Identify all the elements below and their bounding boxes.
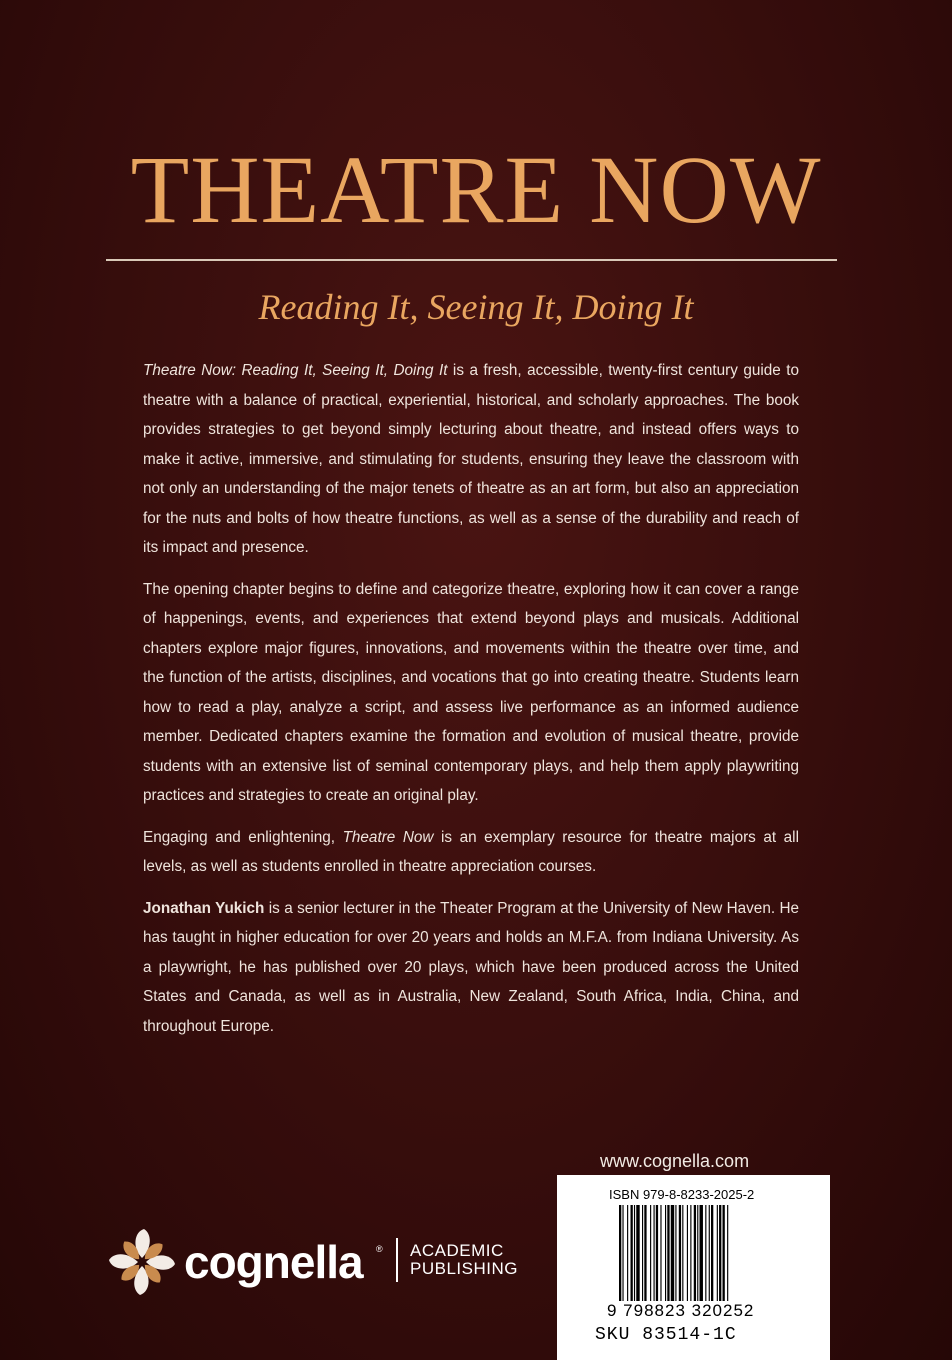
barcode-label (557, 1175, 830, 1360)
barcode-bar (654, 1205, 655, 1301)
barcode-bar (636, 1205, 639, 1301)
barcode-bar (700, 1205, 703, 1301)
barcode-bar (656, 1205, 658, 1301)
barcode-bar (650, 1205, 651, 1301)
barcode-bar (622, 1205, 623, 1301)
barcode-bar (705, 1205, 706, 1301)
sku-text: SKU 83514-1C (595, 1325, 737, 1345)
barcode-bar (709, 1205, 710, 1301)
logo-wordmark: cognella (184, 1236, 363, 1288)
paragraph-text: is a fresh, accessible, twenty-first century guide to theatre with a balance of practical, experiential, historical, and scholarly approaches. The book provides strategies to get beyond simply lecturing about theatre, and instead offers ways to make it active, immersive, and stimulating for students, ensuring they leave the classroom with not only an understanding of the major tenets of theatre as an art form, but also an appreciation for the nuts and bolts of how theatre functions, as well as a sense of the durability and reach of its impact and presence. (143, 362, 799, 556)
barcode-bar (690, 1205, 691, 1301)
barcode-bars (619, 1205, 769, 1301)
barcode-bar (694, 1205, 696, 1301)
author-bio-paragraph (143, 894, 799, 1042)
paragraph-text: Engaging and enlightening, (143, 828, 343, 846)
barcode-bar (642, 1205, 643, 1301)
barcode-bar (687, 1205, 688, 1301)
isbn-text: ISBN 979-8-8233-2025-2 (609, 1187, 755, 1202)
barcode-bar (667, 1205, 669, 1301)
barcode-bar (717, 1205, 718, 1301)
barcode-bar (719, 1205, 721, 1301)
author-name: Jonathan Yukich (143, 899, 265, 917)
barcode-digits: 9 798823 320252 (607, 1301, 755, 1320)
barcode-bar (723, 1205, 725, 1301)
description-paragraph-3 (143, 823, 799, 882)
barcode-bar (671, 1205, 674, 1301)
barcode-bar (644, 1205, 646, 1301)
cognella-flower-icon (106, 1226, 178, 1298)
barcode-bar (675, 1205, 676, 1301)
book-subtitle: Reading It, Seeing It, Doing It (258, 287, 694, 327)
logo-tagline (410, 1242, 518, 1278)
description-paragraph-1 (143, 356, 799, 563)
author-bio: is a senior lecturer in the Theater Program at the University of New Haven. He has taught in higher education for over 20 years and holds an M.F.A. from Indiana University. As a playwright, he has published over 20 plays, which have been produced across the United States and Canada, as well as in Australia, New Zealand, South Africa, India, China, and throughout Europe. (143, 899, 799, 1035)
barcode-bar (627, 1205, 628, 1301)
paragraph-text: is an exemplary resource for theatre majors at all levels, as well as students enrolled in theatre appreciation courses. (143, 828, 799, 875)
barcode-bar (631, 1205, 633, 1301)
logo-tagline-line-2: PUBLISHING (410, 1259, 518, 1278)
book-title-italic: Theatre Now (342, 828, 434, 846)
book-title-italic: Theatre Now: Reading It, Seeing It, Doing It (143, 362, 448, 379)
barcode-bar (679, 1205, 681, 1301)
title-divider (106, 259, 837, 261)
barcode-bar (619, 1205, 621, 1301)
barcode-bar (727, 1205, 728, 1301)
book-title: THEATRE NOW (130, 136, 822, 243)
description-paragraph-2: The opening chapter begins to define and categorize theatre, exploring how it can cover a range of happenings, events, and experiences that extend beyond plays and musicals. Additional chapters explore major figures, innovations, and movements within the theatre over time, and the function of the artists, disciplines, and vocations that go into creating theatre. Students learn how to read a play, analyze a script, and assess live performance as an informed audience member. Dedicated chapters examine the formation and evolution of musical theatre, provide students with an extensive list of seminal contemporary plays, and help them apply playwriting practices and strategies to create an original play. (143, 580, 799, 804)
barcode-bar (711, 1205, 713, 1301)
back-cover-description (143, 356, 799, 1053)
publisher-url: www.cognella.com (600, 1151, 750, 1171)
registered-mark: ® (376, 1244, 383, 1254)
barcode-bar (634, 1205, 635, 1301)
logo-divider (396, 1238, 398, 1282)
publisher-logo (106, 1226, 526, 1298)
barcode-bar (682, 1205, 683, 1301)
logo-tagline-line-1: ACADEMIC (410, 1241, 504, 1260)
barcode-bar (660, 1205, 661, 1301)
barcode-bar (697, 1205, 698, 1301)
barcode-bar (665, 1205, 666, 1301)
